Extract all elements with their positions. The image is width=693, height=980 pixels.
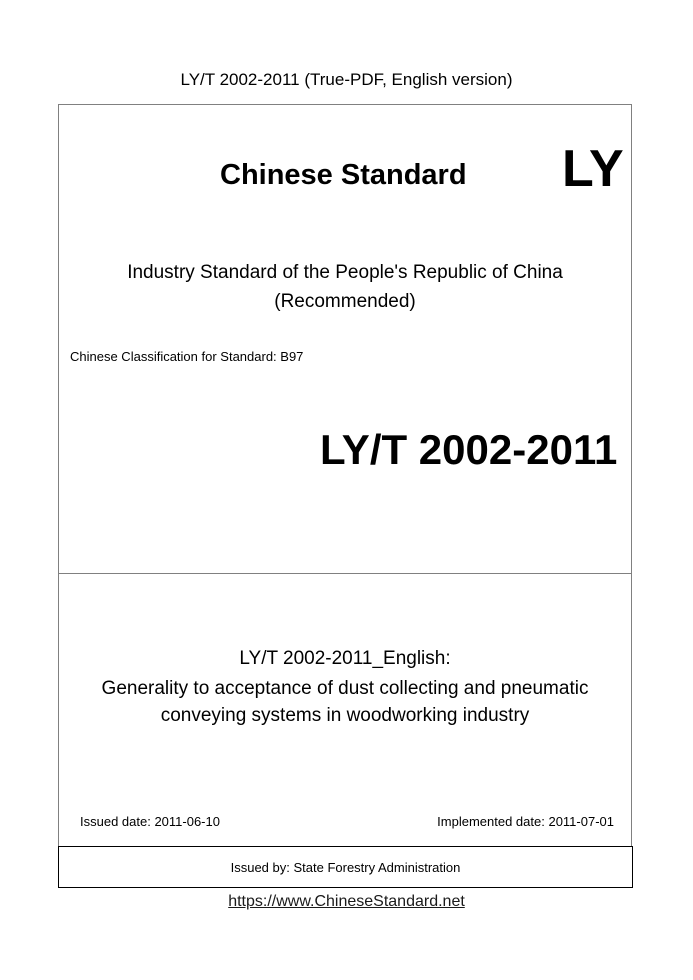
english-title-line: conveying systems in woodworking industry	[160, 705, 530, 726]
industry-standard-line: Industry Standard of the People's Republic of China	[127, 262, 563, 283]
website-link[interactable]: https://www.ChineseStandard.net	[228, 893, 465, 910]
english-title-line: Generality to acceptance of dust collecting and pneumatic	[101, 678, 589, 699]
recommended-line: (Recommended)	[274, 291, 416, 312]
issued-date: Issued date: 2011-06-10	[80, 814, 220, 829]
classification-text: Chinese Classification for Standard: B97	[70, 349, 304, 364]
issuer-box	[58, 846, 633, 888]
standard-number: LY/T 2002-2011	[320, 426, 618, 473]
document-header: LY/T 2002-2011 (True-PDF, English version)	[180, 70, 513, 89]
issuer-text: Issued by: State Forestry Administration	[230, 859, 461, 875]
implemented-date: Implemented date: 2011-07-01	[437, 814, 614, 829]
english-title-number: LY/T 2002-2011_English:	[239, 648, 451, 669]
brand-title: Chinese Standard	[220, 159, 467, 191]
category-code: LY	[562, 140, 624, 198]
